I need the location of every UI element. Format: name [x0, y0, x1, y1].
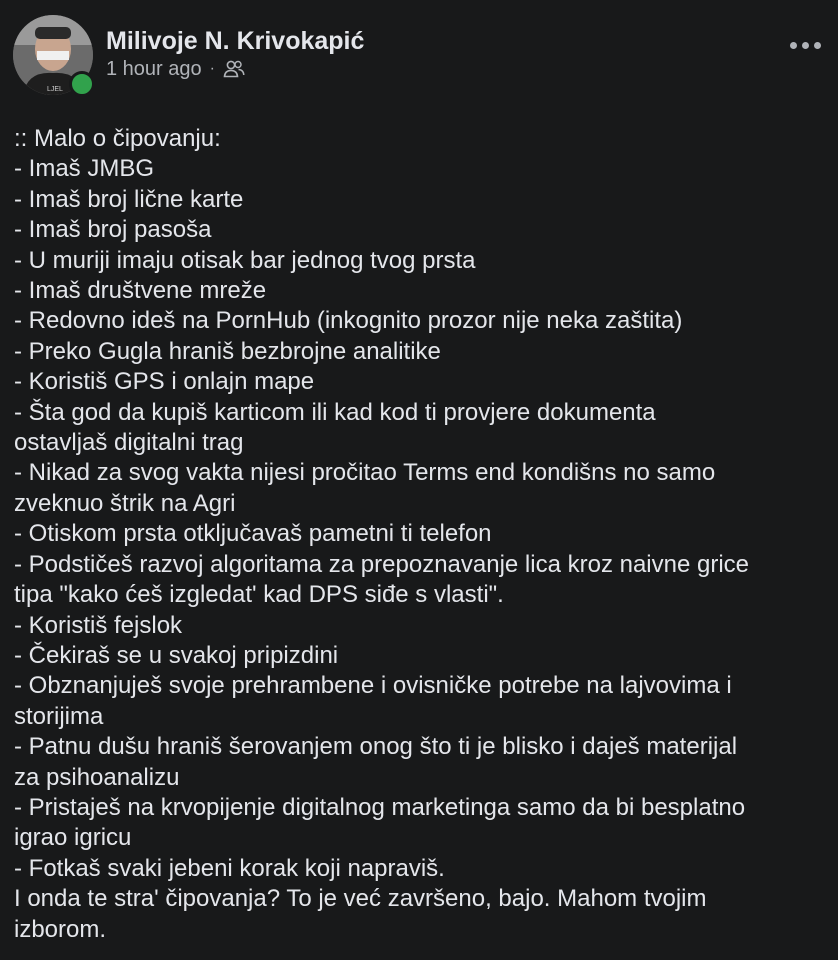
post-line: - Podstičeš razvoj algoritama za prepoznavanje lica kroz naivne grice — [14, 550, 750, 578]
profile-avatar[interactable] — [13, 15, 93, 95]
post-text — [14, 124, 830, 945]
post-timestamp[interactable]: 1 hour ago — [106, 57, 202, 80]
post-line: storijima — [14, 702, 104, 730]
post-line: igrao igricu — [14, 824, 132, 852]
post-line: - U muriji imaju otisak bar jednog tvog prsta — [14, 246, 476, 274]
post-line: izborom. — [14, 915, 107, 943]
post-line: - Fotkaš svaki jebeni korak koji napraviš. — [14, 854, 445, 882]
post-line: - Koristiš GPS i onlajn mape — [14, 368, 315, 396]
post-line: tipa "kako ćeš izgledat' kad DPS siđe s vlasti". — [14, 581, 504, 609]
post-line: - Otiskom prsta otključavaš pametni ti telefon — [14, 520, 492, 548]
author-name[interactable]: Milivoje N. Krivokapić — [106, 27, 365, 55]
friends-icon[interactable] — [223, 59, 245, 79]
post-line: - Preko Gugla hraniš bezbrojne analitike — [14, 337, 441, 365]
more-options-icon — [790, 42, 797, 49]
post-line: ostavljaš digitalni trag — [14, 429, 244, 457]
svg-text:LJEL: LJEL — [47, 86, 63, 93]
post-line: - Imaš broj lične karte — [14, 185, 244, 213]
post-line: zveknuo štrik na Agri — [14, 489, 236, 517]
post-line: :: Malo o čipovanju: — [14, 125, 221, 152]
post-line: - Obznanjuješ svoje prehrambene i ovisničke potrebe na lajvovima i — [14, 672, 732, 700]
post-line: - Koristiš fejslok — [14, 611, 183, 639]
meta-separator: · — [209, 60, 215, 77]
post-line: - Šta god da kupiš karticom ili kad kod ti provjere dokumenta — [14, 398, 656, 426]
post-line: - Patnu dušu hraniš šerovanjem onog što ti je blisko i daješ materijal — [14, 733, 738, 761]
post-meta — [106, 57, 245, 81]
post-line: - Imaš broj pasoša — [14, 216, 212, 244]
post-line: za psihoanalizu — [14, 763, 180, 791]
more-options-icon — [802, 42, 809, 49]
post-line: - Imaš JMBG — [14, 155, 155, 183]
online-status-icon — [69, 71, 95, 97]
post-line: - Pristaješ na krvopijenje digitalnog marketinga samo da bi besplatno — [14, 793, 746, 821]
post-line: - Redovno ideš na PornHub (inkognito prozor nije neka zaštita) — [14, 307, 683, 335]
post-line: - Čekiraš se u svakoj pripizdini — [14, 641, 339, 669]
post-line: - Imaš društvene mreže — [14, 277, 267, 305]
post-header — [0, 0, 838, 110]
more-options-button[interactable] — [786, 30, 824, 60]
post-line: I onda te stra' čipovanja? To je već završeno, bajo. Mahom tvojim — [14, 885, 707, 913]
post-line: - Nikad za svog vakta nijesi pročitao Terms end kondišns no samo — [14, 459, 716, 487]
more-options-icon — [814, 42, 821, 49]
